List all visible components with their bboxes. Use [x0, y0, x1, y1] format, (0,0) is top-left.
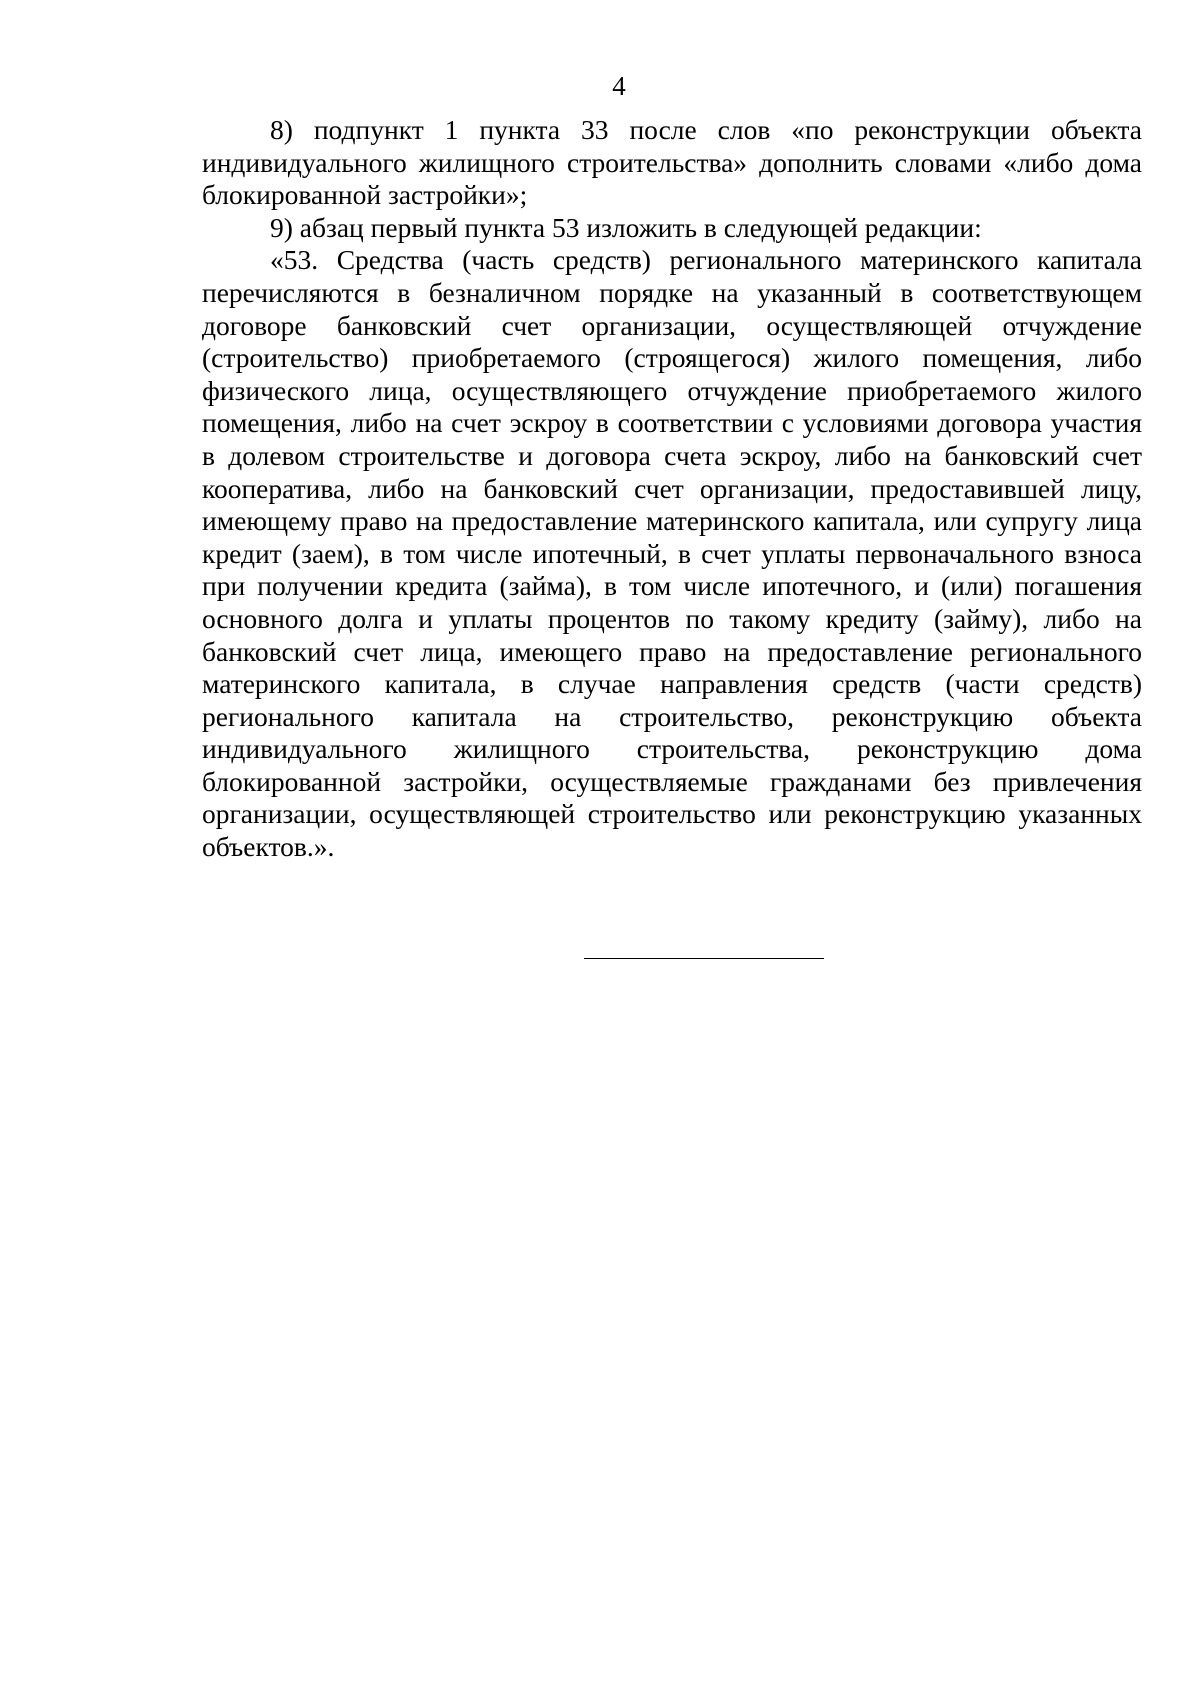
document-body	[202, 114, 1142, 864]
paragraph-item-9: 9) абзац первый пункта 53 изложить в следующей редакции:	[270, 211, 982, 243]
end-separator-line	[584, 958, 824, 959]
paragraph-item-8: 8) подпункт 1 пункта 33 после слов «по реконструкции объекта индивидуального жилищного строительства» дополнить словами «либо дома блокированной застройки»;	[202, 114, 1142, 211]
page-number: 4	[612, 71, 626, 101]
paragraph-clause-53: «53. Средства (часть средств) регионального материнского капитала перечисляются в безналичном порядке на указанный в соответствующем договоре банковский счет организации, осуществляющей отчуждение (строительство) приобретаемого (строящегося) жилого помещения, либо физического лица, осуществляющего отчуждение приобретаемого жилого помещения, либо на счет эскроу в соответствии с условиями договора участия в долевом строительстве и договора счета эскроу, либо на банковский счет кооператива, либо на банковский счет организации, предоставившей лицу, имеющему право на предоставление материнского капитала, или супругу лица кредит (заем), в том числе ипотечный, в счет уплаты первоначального взноса при получении кредита (займа), в том числе ипотечного, и (или) погашения основного долга и уплаты процентов по такому кредиту (займу), либо на банковский счет лица, имеющего право на предоставление регионального материнского капитала, в случае направления средств (части средств) регионального капитала на строительство, реконструкцию объекта индивидуального жилищного строительства, реконструкцию дома блокированной застройки, осуществляемые гражданами без привлечения организации, осуществляющей строительство или реконструкцию указанных объектов.».	[202, 244, 1142, 863]
